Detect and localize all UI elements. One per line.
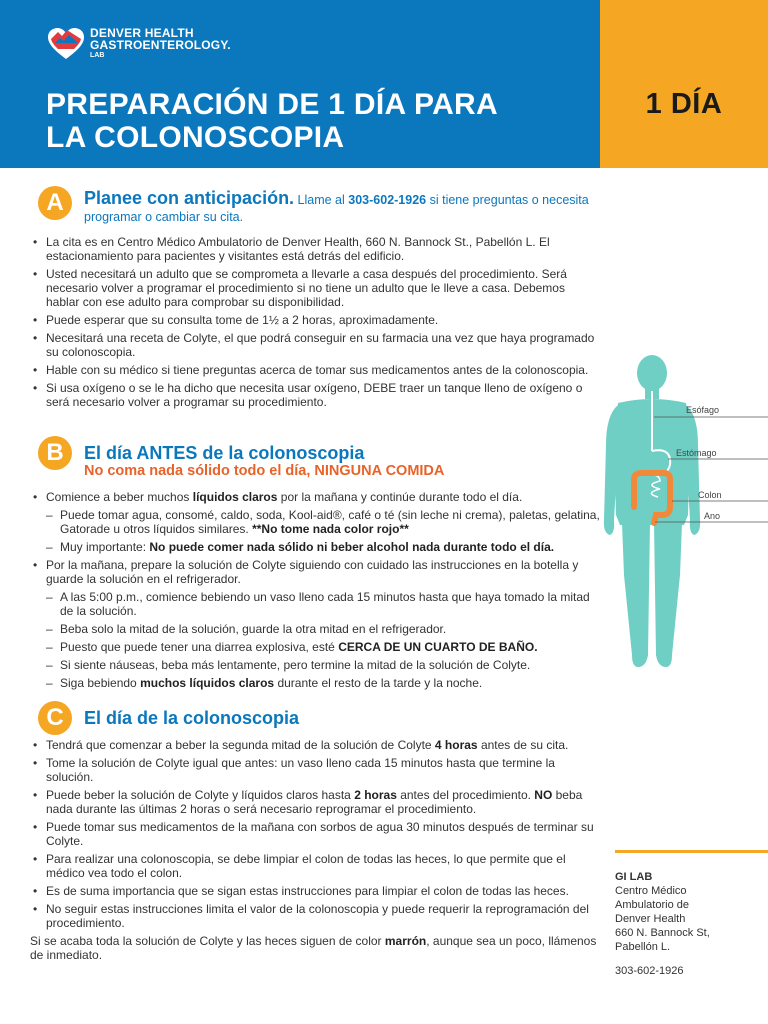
list-subitem: – Muy importante: No puede comer nada sólido ni beber alcohol nada durante todo el día.	[30, 540, 600, 554]
gilab-line-1: Centro Médico	[615, 885, 687, 897]
section-a-heading: Planee con anticipación.	[84, 188, 295, 208]
logo-line-3: LAB	[90, 52, 105, 59]
gilab-line-3: Denver Health	[615, 913, 686, 925]
days-label: 1 DÍA	[645, 88, 723, 120]
gilab-title: GI LAB	[615, 871, 653, 883]
anatomy-figure	[600, 355, 768, 675]
list-item: • Para realizar una colonoscopia, se debe limpiar el colon de todas las heces, lo que permite que el médico vea todo el colon.	[30, 852, 600, 880]
list-subitem: – Si siente náuseas, beba más lentamente, pero termine la mitad de la solución de Colyte.	[30, 658, 600, 672]
section-c-badge: C	[38, 701, 72, 735]
list-subitem: – Puede tomar agua, consomé, caldo, soda, Kool-aid®, café o té (sin leche ni crema), paletas, gelatina, Gatorade u otros líquidos similares. **No tome nada color rojo**	[30, 508, 600, 536]
page-title-line-1: PREPARACIÓN DE 1 DÍA PARA	[46, 88, 498, 121]
list-item: • Hable con su médico si tiene preguntas acerca de tomar sus medicamentos antes de la colonoscopia.	[30, 363, 600, 377]
list-item: • Por la mañana, prepare la solución de Colyte siguiendo con cuidado las instrucciones en la botella y guarde la solución en el refrigerador.	[30, 558, 600, 586]
section-b-badge: B	[38, 436, 72, 470]
section-b-subtitle: No coma nada sólido todo el día, NINGUNA COMIDA	[84, 463, 445, 479]
list-subitem: – Puesto que puede tener una diarrea explosiva, esté CERCA DE UN CUARTO DE BAÑO.	[30, 640, 600, 654]
list-item: • Usted necesitará un adulto que se comprometa a llevarle a casa después del procedimiento. Será necesario volver a programar el procedimiento si no tiene un adulto que le lleve a casa. Debemos hablar con ese adulto para comprobar su disponibilidad.	[30, 267, 600, 309]
section-b-list	[30, 490, 600, 694]
section-a-list	[30, 235, 600, 413]
human-body-icon	[600, 355, 768, 675]
list-item: • Es de suma importancia que se sigan estas instrucciones para limpiar el colon de todas las heces.	[30, 884, 600, 898]
list-item: • Tendrá que comenzar a beber la segunda mitad de la solución de Colyte 4 horas antes de su cita.	[30, 738, 600, 752]
page-title-line-2: LA COLONOSCOPIA	[46, 121, 345, 154]
logo-line-1: DENVER HEALTH	[90, 26, 194, 40]
gilab-phone[interactable]: 303-602-1926	[615, 965, 684, 977]
header-banner	[0, 0, 600, 168]
section-a-badge: A	[38, 186, 72, 220]
divider-line	[615, 850, 768, 853]
label-estomago: Estómago	[676, 448, 717, 458]
label-esofago: Esófago	[686, 405, 720, 415]
list-subitem: – A las 5:00 p.m., comience bebiendo un vaso lleno cada 15 minutos hasta que haya tomado la mitad de la solución.	[30, 590, 600, 618]
heart-mountain-logo-icon	[46, 27, 86, 61]
list-item: • Necesitará una receta de Colyte, el que podrá conseguir en su farmacia una vez que haya programado su colonoscopia.	[30, 331, 600, 359]
gilab-info	[615, 870, 710, 978]
logo	[46, 27, 231, 61]
list-item: • No seguir estas instrucciones limita el valor de la colonoscopia y puede requerir la reprogramación del procedimiento.	[30, 902, 600, 930]
section-a-title	[84, 188, 594, 225]
list-item: • La cita es en Centro Médico Ambulatorio de Denver Health, 660 N. Bannock St., Pabellón L. El estacionamiento para pacientes y visitantes está detrás del edificio.	[30, 235, 600, 263]
section-c-list	[30, 738, 600, 966]
list-subitem: – Beba solo la mitad de la solución, guarde la otra mitad en el refrigerador.	[30, 622, 600, 636]
list-item: • Tome la solución de Colyte igual que antes: un vaso lleno cada 15 minutos hasta que termine la solución.	[30, 756, 600, 784]
list-item: • Puede esperar que su consulta tome de 1½ a 2 horas, aproximadamente.	[30, 313, 600, 327]
logo-line-2: GASTROENTEROLOGY.	[90, 38, 231, 52]
list-subitem: – Siga bebiendo muchos líquidos claros durante el resto de la tarde y la noche.	[30, 676, 600, 690]
label-ano: Ano	[704, 511, 721, 521]
list-item: • Puede beber la solución de Colyte y líquidos claros hasta 2 horas antes del procedimiento. NO beba nada durante las últimas 2 horas o será necesario reprogramar el procedimiento.	[30, 788, 600, 816]
list-item: • Si usa oxígeno o se le ha dicho que necesita usar oxígeno, DEBE traer un tanque lleno de oxígeno o será necesario volver a programar su procedimiento.	[30, 381, 600, 409]
section-a-phone[interactable]: 303-602-1926	[348, 193, 427, 207]
page-title	[46, 88, 498, 154]
section-c-title: El día de la colonoscopia	[84, 708, 300, 728]
list-item: • Puede tomar sus medicamentos de la mañana con sorbos de agua 30 minutos después de terminar su Colyte.	[30, 820, 600, 848]
closing-note: Si se acaba toda la solución de Colyte y las heces siguen de color marrón, aunque sea un poco, llámenos de inmediato.	[30, 934, 597, 962]
section-b-title: El día ANTES de la colonoscopia	[84, 443, 365, 463]
gilab-line-2: Ambulatorio de	[615, 899, 689, 911]
list-item: • Comience a beber muchos líquidos claros por la mañana y continúe durante todo el día.	[30, 490, 600, 504]
section-a-note-post: si tiene preguntas o necesita programar o cambiar su cita.	[84, 193, 589, 224]
gilab-line-4: 660 N. Bannock St,	[615, 927, 710, 939]
label-colon: Colon	[698, 490, 722, 500]
section-a-note-pre: Llame al	[294, 193, 349, 207]
days-badge	[600, 0, 768, 168]
gilab-line-5: Pabellón L.	[615, 941, 671, 953]
